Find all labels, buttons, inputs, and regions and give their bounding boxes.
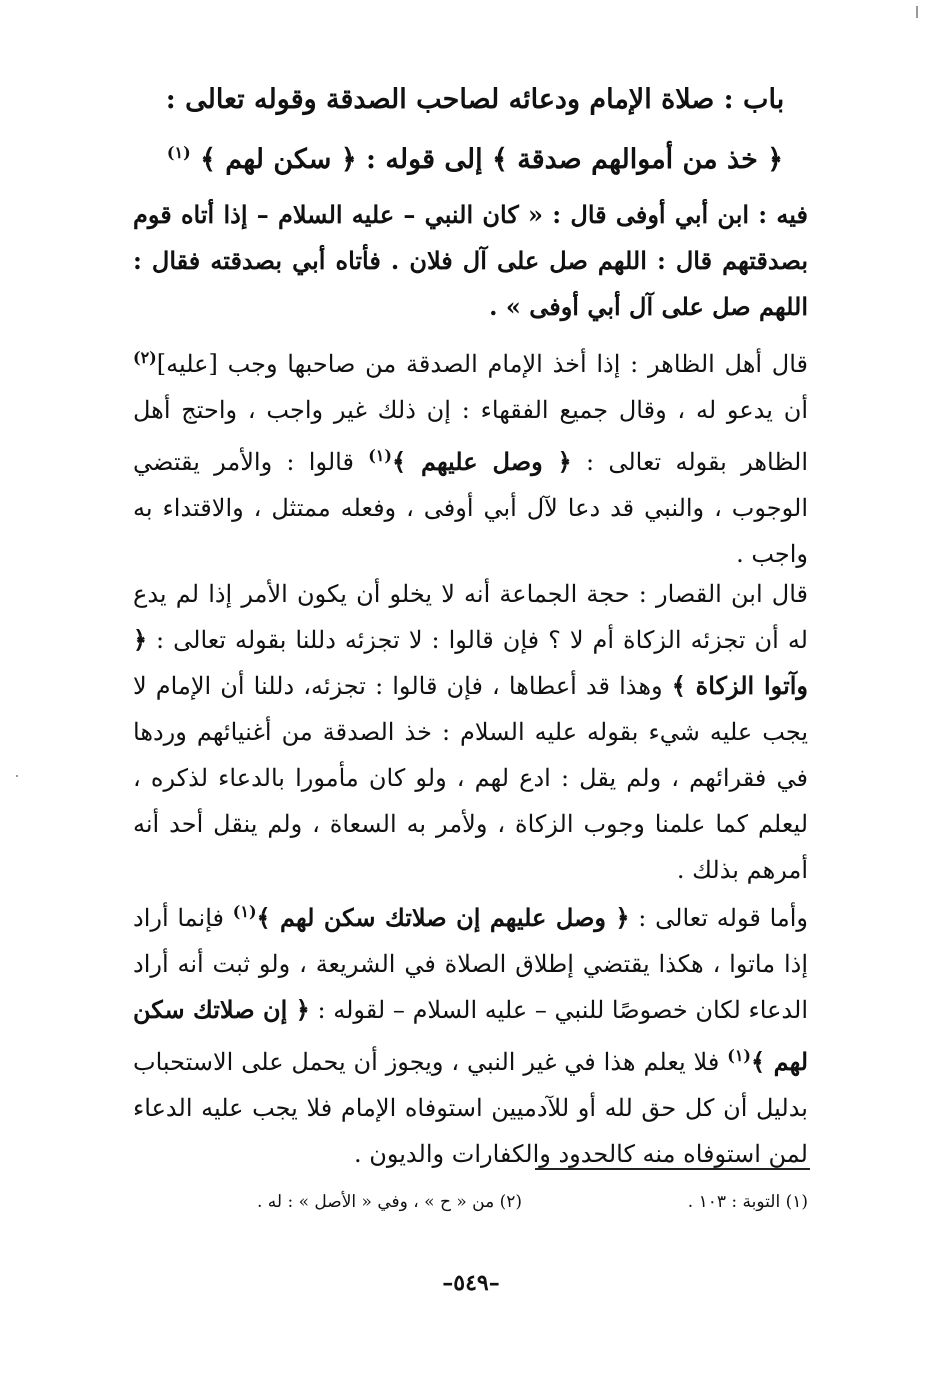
paragraph-zahir [133,335,808,577]
footnote-ref: (١) [232,902,257,921]
quran-quote: ﴿ وصل عليهم ﴾ [391,447,572,476]
footnote-separator [535,1168,810,1170]
footnote-ref: (٢) [133,348,157,367]
paragraph-text: وأما قوله تعالى : [629,904,808,932]
paragraph-text: قالوا : والأمر يقتضي الوجوب ، والنبي قد دعا لآل أبي أوفى ، وفعله ممتثل ، والاقتداء به واجب . [133,448,808,568]
scan-speck [16,775,18,777]
paragraph-tafsir [133,889,808,1177]
paragraph-text: قال أهل الظاهر : إذا أخذ الإمام الصدقة من صاحبها وجب [عليه] [156,350,808,378]
paragraph-text: وهذا قد أعطاها ، فإن قالوا : تجزئه، دللنا أن الإمام لا يجب عليه شيء بقوله عليه السلام : خذ الصدقة من أغنيائهم وردها في فقرائهم ، ولم يقل : ادع لهم ، ولو كان مأمورا بالدعاء لذكره ، ليعلم كما علمنا وجوب الزكاة ، ولأمر به السعاة ، ولم ينقل أحد أنه أمرهم بذلك . [133,672,809,884]
footnote-ref: (١) [368,446,392,465]
quran-quote: ﴿ وصل عليهم إن صلاتك سكن لهم ﴾ [256,903,630,932]
chapter-title-line2 [150,128,800,178]
scan-speck [916,6,918,18]
paragraph-text: فإنما أراد إذا ماتوا ، هكذا يقتضي إطلاق الصلاة في الشريعة ، ولو ثبت أنه أراد الدعاء لكان خصوصًا للنبي – عليه السلام – لقوله : [133,904,808,1024]
chapter-title-verse: ﴿ خذ من أموالهم صدقة ﴾ إلى قوله : ﴿ سكن لهم ﴾ [200,144,784,175]
quran-quote: ﴿ وآتوا الزكاة ﴾ [133,625,809,700]
quran-quote: ﴿ إن صلاتك سكن لهم ﴾ [133,995,809,1076]
hadith-text: فيه : ابن أبي أوفى قال : « كان النبي – عليه السلام – إذا أتاه قوم بصدقتهم قال : اللهم صل على آل فلان . فأتاه أبي بصدقته فقال : اللهم صل على آل أبي أوفى » . [133,200,808,321]
footnote-1: (١) التوبة : ١٠٣ . [687,1192,808,1212]
chapter-title-line1: باب : صلاة الإمام ودعائه لصاحب الصدقة وقوله تعالى : [165,84,785,115]
paragraph-text: أن يدعو له ، وقال جميع الفقهاء : إن ذلك غير واجب ، واحتج أهل الظاهر بقوله تعالى : [133,396,808,476]
paragraph-ibn-alqassar [133,571,808,893]
paragraph-text: فلا يعلم هذا في غير النبي ، ويجوز أن يحمل على الاستحباب بدليل أن كل حق لله أو للآدميين استوفاه الإمام فلا يجب عليه الدعاء لمن استوفاه منه كالحدود والكفارات والديون . [133,1048,808,1168]
paragraph-text: قال ابن القصار : حجة الجماعة أنه لا يخلو أن يكون الأمر إذا لم يدع له أن تجزئه الزكاة أم لا ؟ فإن قالوا : لا تجزئه دللنا بقوله تعالى : [133,580,808,654]
footnote-2: (٢) من « ح » ، وفي « الأصل » : له . [256,1192,522,1212]
footnote-ref: (١) [727,1046,751,1065]
footnote-ref: (١) [166,143,191,162]
page-number: –٥٤٩– [442,1270,500,1296]
